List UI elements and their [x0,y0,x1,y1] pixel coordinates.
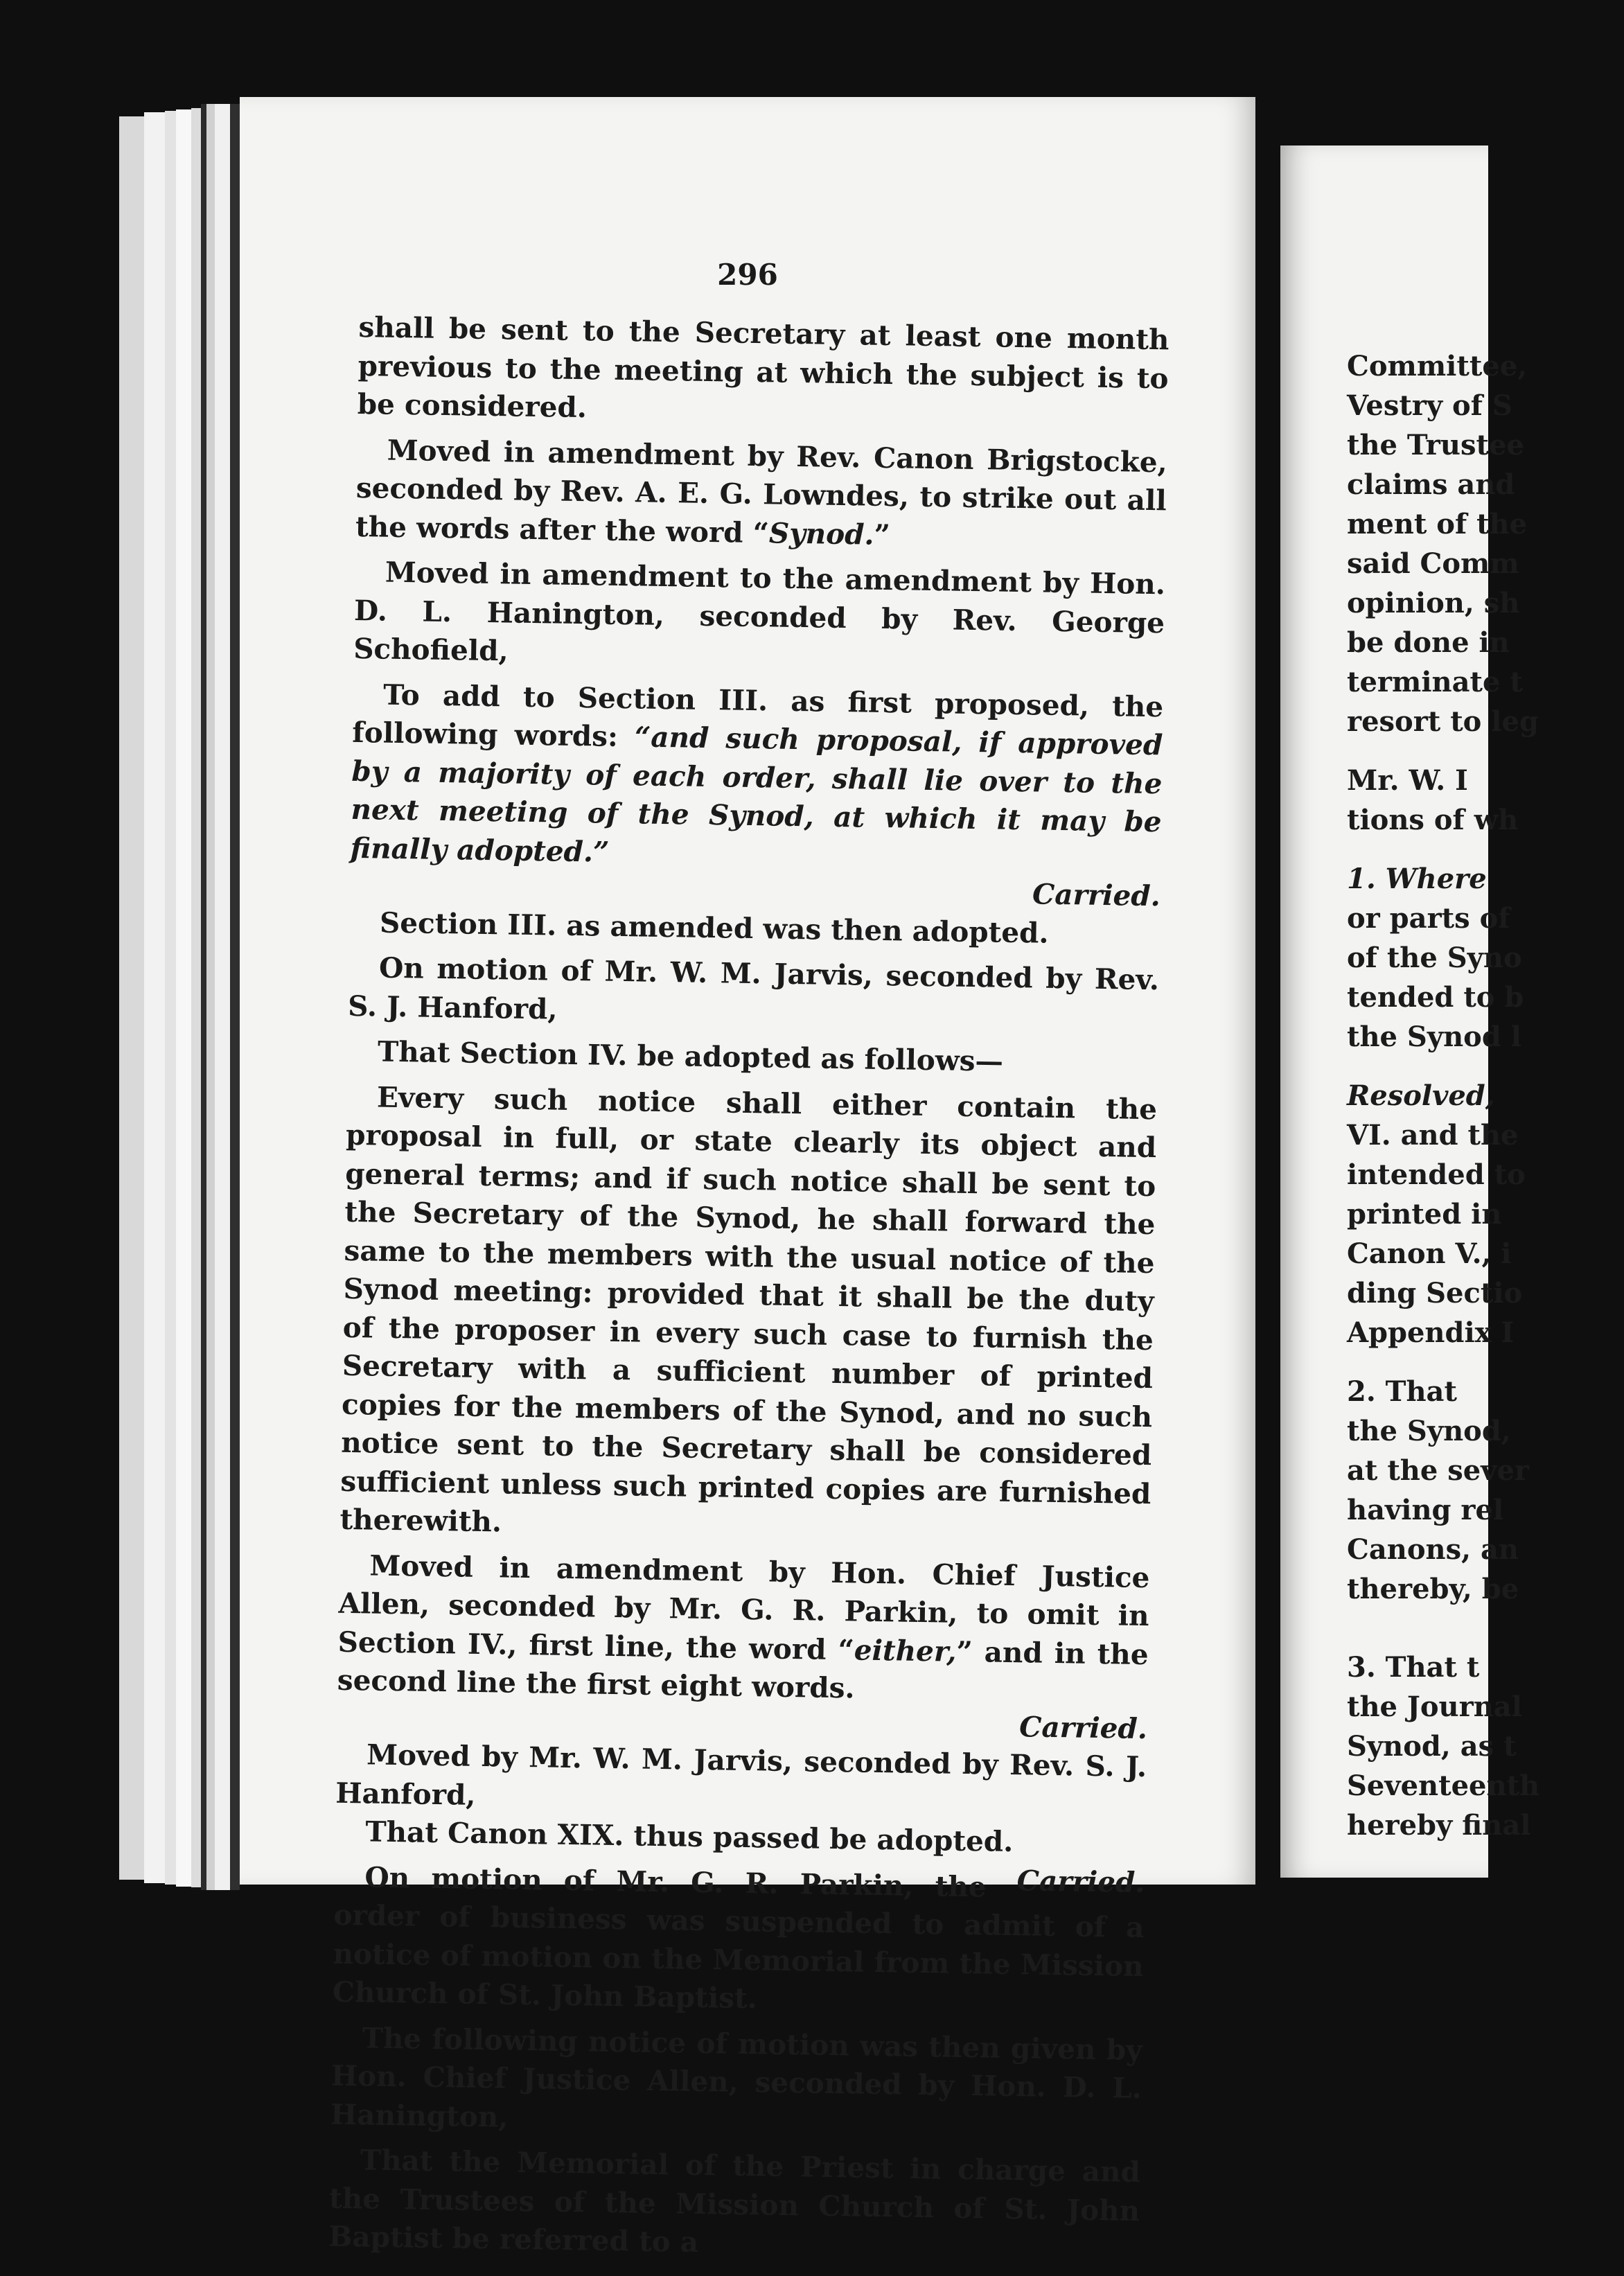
right-page-line: Seventeenth [1347,1770,1540,1802]
right-page [1280,145,1540,1878]
book-edge [176,109,191,1887]
right-page-line: the Synod l [1347,1021,1521,1053]
right-page-line: thereby, be [1347,1573,1519,1605]
italic-word: Synod. [768,515,875,552]
paragraph: That the Memorial of the Priest in charge and the Trustees of the Mission Church of St. John Baptist be referred to a [328,2143,1141,2259]
book-edge [215,104,230,1890]
paragraph: On motion of Mr. G. R. Parkin, the order of business was suspended to admit of a notice of motion on the Memorial from the Mission Church of St. John Baptist. [332,1860,1145,2015]
right-page-line: ding Sectio [1347,1277,1523,1309]
paragraph-text: Moved in amendment by Hon. Chief Justice Allen, seconded by Mr. G. R. Parkin, to omit in Section IV., first line, the word “ [337,1548,1150,1666]
book-edge [201,104,206,1890]
page-number: 296 [717,258,778,292]
paragraph-text: To add to Section III. as first proposed, the following words: [352,678,1164,753]
right-page-line: claims and [1347,468,1515,501]
paragraph [337,1546,1149,1712]
paragraph: shall be sent to the Secretary at least one month previous to the meeting at which the subject is to be considered. [357,310,1170,425]
right-page-line: the Synod, [1347,1415,1511,1447]
right-page-line: the Journal [1347,1691,1522,1723]
right-page-line: intended to [1347,1158,1526,1191]
paragraph: Moved in amendment to the amendment by Hon. D. L. Hanington, seconded by Rev. George Schofield, [353,555,1166,668]
line-gap [1347,1628,1624,1648]
right-page-line: 2. That [1347,1375,1457,1408]
right-page-line: Vestry of S [1347,389,1512,422]
book-edge [191,108,201,1887]
carried-label: Carried. [1032,877,1161,913]
paragraph-text: ” [874,518,891,552]
right-page-line: Resolved, [1347,1079,1495,1112]
right-page-line: opinion, sh [1347,587,1520,619]
right-page-line: tended to b [1347,981,1524,1014]
right-page-line: having rel [1347,1494,1504,1526]
right-page-line: 1. Where [1347,863,1487,895]
book-edge [230,104,240,1890]
book-edge [119,116,144,1880]
paragraph: Section III. as amended was then adopted. [379,906,1049,950]
left-page [240,97,1255,2259]
page-body [328,308,1170,2276]
carried-label: Carried. [1016,1863,1145,1899]
right-page-line: tions of wh [1347,804,1519,836]
paragraph: That Section IV. be adopted as follows— [377,1034,1004,1078]
paragraph-text: Moved in amendment by Rev. Canon Brigstocke, seconded by Rev. A. E. G. Lowndes, to strike out all the words after the word “ [355,433,1168,549]
right-page-line: Canons, an [1347,1533,1519,1566]
paragraph: On motion of Mr. W. M. Jarvis, seconded by Rev. S. J. Hanford, [347,951,1160,1026]
line-gap [1347,1352,1624,1372]
line-gap [1347,1057,1624,1076]
right-page-line: resort to leg [1347,705,1539,738]
carried-label: Carried. [1018,1709,1148,1745]
right-page-line: of the Syno [1347,942,1522,974]
book-edge [144,112,165,1883]
right-page-line: VI. and the [1347,1119,1519,1152]
book-edge [165,111,176,1885]
right-page-line: hereby final [1347,1809,1531,1842]
italic-word: either, [854,1632,957,1668]
line-gap [1347,741,1624,761]
right-page-line: or parts of [1347,902,1510,935]
right-page-line: terminate t [1347,666,1523,698]
paragraph [355,430,1167,558]
right-page-line: said Comm [1347,547,1519,580]
paragraph [350,675,1163,880]
right-page-line: printed in [1347,1198,1502,1230]
line-gap [1347,1609,1624,1628]
book-edge [206,104,215,1890]
right-page-line: ment of the [1347,508,1528,540]
line-gap [1347,840,1624,859]
quoted-amendment: “and such proposal, if approved by a majority of each order, shall lie over to the next meeting of the Synod, at which it may be finally adopted.” [350,720,1163,869]
right-page-line: Canon V., i [1347,1237,1512,1270]
right-page-text [1347,346,1624,1845]
paragraph: Every such notice shall either contain the proposal in full, or state clearly its object and general terms; and if such notice shall be sent to the Secretary of the Synod, he shall forward the same to the members with the usual notice of the Synod meeting: provided that it shall be the duty of the proposer in every such case to furnish the Secretary with a sufficient number of printed copies for the members of the Synod, and no such notice sent to the Secretary shall be considered sufficient unless such printed copies are furnished therewith. [339,1080,1158,1539]
right-page-line: the Trustee [1347,429,1524,461]
paragraph-text: ” and in the second line the first eight words. [337,1634,1149,1705]
right-page-line: be done in [1347,626,1510,659]
paragraph-text: That Canon XIX. thus passed be adopted. [365,1815,1014,1859]
paragraph: Moved by Mr. W. M. Jarvis, seconded by Rev. S. J. Hanford, [335,1738,1147,1812]
paragraph: The following notice of motion was then given by Hon. Chief Justice Allen, seconded by Hon. D. L. Hanington, [330,2020,1143,2134]
right-page-line: 3. That t [1347,1651,1480,1684]
right-page-line: at the sever [1347,1454,1529,1487]
right-page-line: Synod, as t [1347,1730,1517,1763]
right-page-line: Mr. W. I [1347,764,1468,797]
right-page-line: Committee, [1347,350,1528,382]
right-page-line: Appendix I [1347,1316,1515,1349]
